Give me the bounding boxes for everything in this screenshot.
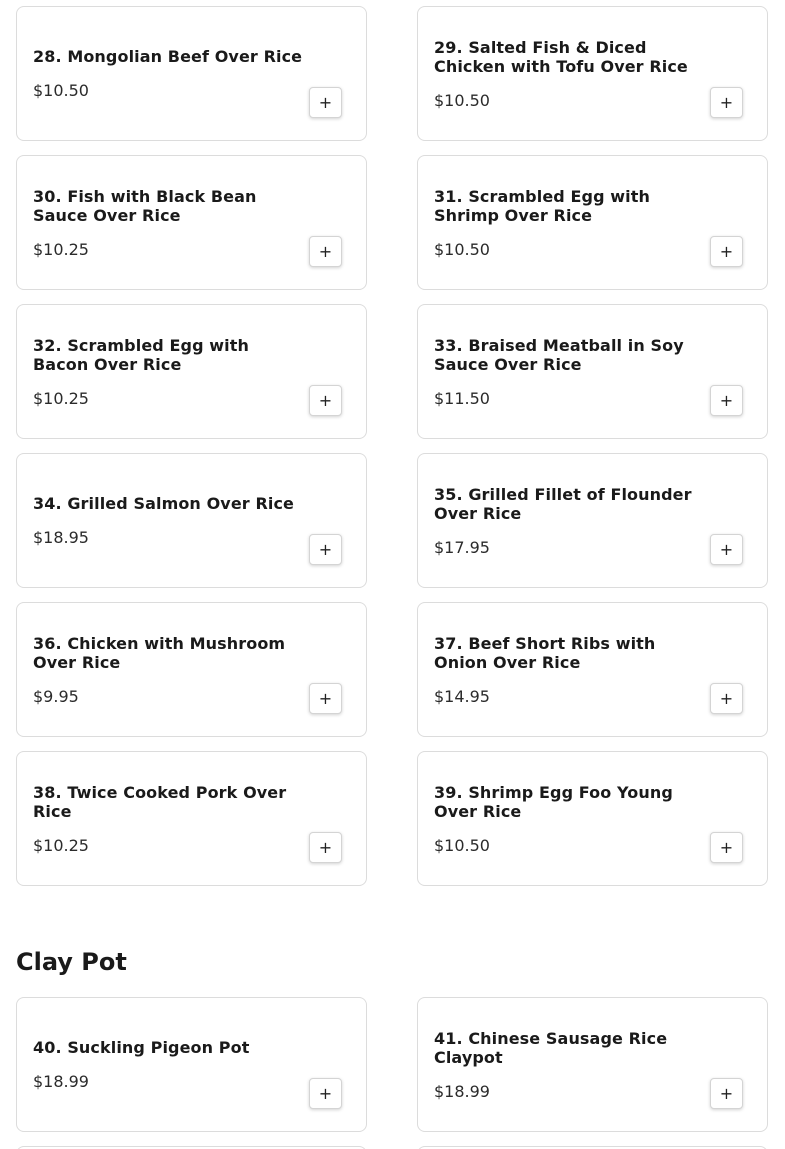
plus-icon: +	[318, 837, 333, 857]
item-name: 33. Braised Meatball in Soy Sauce Over Rice	[434, 335, 684, 374]
item-price: $10.25	[33, 835, 89, 855]
menu-item-card[interactable]	[417, 155, 768, 290]
item-name: 39. Shrimp Egg Foo Young Over Rice	[434, 782, 673, 821]
plus-icon: +	[719, 241, 734, 261]
plus-icon: +	[318, 539, 333, 559]
add-to-cart-button[interactable]	[710, 534, 743, 565]
menu-item-card[interactable]	[16, 453, 367, 588]
item-price: $10.25	[33, 239, 89, 259]
item-price: $9.95	[33, 686, 79, 706]
menu-item-card[interactable]	[417, 453, 768, 588]
add-to-cart-button[interactable]	[710, 236, 743, 267]
item-name: 29. Salted Fish & Diced Chicken with Tofu Over Rice	[434, 37, 688, 76]
menu-item-card[interactable]	[16, 6, 367, 141]
item-name: 37. Beef Short Ribs with Onion Over Rice	[434, 633, 656, 672]
item-price: $11.50	[434, 388, 490, 408]
item-name: 28. Mongolian Beef Over Rice	[33, 47, 303, 66]
plus-icon: +	[318, 92, 333, 112]
item-name: 35. Grilled Fillet of Flounder Over Rice	[434, 484, 692, 523]
item-name: 40. Suckling Pigeon Pot	[33, 1038, 250, 1057]
add-to-cart-button[interactable]	[710, 385, 743, 416]
item-price: $18.99	[33, 1072, 89, 1091]
plus-icon: +	[318, 390, 333, 410]
add-to-cart-button[interactable]	[710, 683, 743, 714]
menu-item-card[interactable]	[16, 304, 367, 439]
item-name: 41. Chinese Sausage Rice Claypot	[434, 1028, 668, 1067]
add-to-cart-button[interactable]	[309, 832, 342, 863]
add-to-cart-button[interactable]	[309, 1078, 342, 1109]
item-name: 32. Scrambled Egg with Bacon Over Rice	[33, 335, 250, 374]
add-to-cart-button[interactable]	[710, 1078, 743, 1109]
menu-item-card[interactable]	[417, 997, 768, 1132]
plus-icon: +	[719, 688, 734, 708]
plus-icon: +	[719, 390, 734, 410]
add-to-cart-button[interactable]	[309, 683, 342, 714]
plus-icon: +	[719, 1083, 734, 1103]
section-title-clay-pot: Clay Pot	[16, 948, 127, 976]
plus-icon: +	[318, 1083, 333, 1103]
menu-item-card[interactable]	[16, 155, 367, 290]
menu-item-card[interactable]	[16, 602, 367, 737]
plus-icon: +	[719, 92, 734, 112]
menu-item-card[interactable]	[417, 304, 768, 439]
plus-icon: +	[318, 241, 333, 261]
item-name: 36. Chicken with Mushroom Over Rice	[33, 633, 286, 672]
item-name: 34. Grilled Salmon Over Rice	[33, 494, 294, 513]
add-to-cart-button[interactable]	[309, 87, 342, 118]
menu-item-card[interactable]	[417, 602, 768, 737]
item-price: $17.95	[434, 537, 490, 557]
plus-icon: +	[318, 688, 333, 708]
add-to-cart-button[interactable]	[710, 87, 743, 118]
item-price: $10.50	[434, 835, 490, 855]
menu-item-card[interactable]	[16, 751, 367, 886]
add-to-cart-button[interactable]	[710, 832, 743, 863]
item-price: $18.99	[434, 1081, 490, 1101]
add-to-cart-button[interactable]	[309, 236, 342, 267]
add-to-cart-button[interactable]	[309, 534, 342, 565]
item-price: $10.50	[33, 81, 89, 100]
menu-item-card[interactable]	[417, 751, 768, 886]
item-price: $10.50	[434, 239, 490, 259]
plus-icon: +	[719, 837, 734, 857]
add-to-cart-button[interactable]	[309, 385, 342, 416]
item-name: 30. Fish with Black Bean Sauce Over Rice	[33, 186, 257, 225]
item-name: 31. Scrambled Egg with Shrimp Over Rice	[434, 186, 651, 225]
plus-icon: +	[719, 539, 734, 559]
item-price: $18.95	[33, 528, 89, 547]
item-price: $10.50	[434, 90, 490, 110]
item-name: 38. Twice Cooked Pork Over Rice	[33, 782, 287, 821]
menu-item-card[interactable]	[16, 997, 367, 1132]
item-price: $10.25	[33, 388, 89, 408]
item-price: $14.95	[434, 686, 490, 706]
menu-item-card[interactable]	[417, 6, 768, 141]
